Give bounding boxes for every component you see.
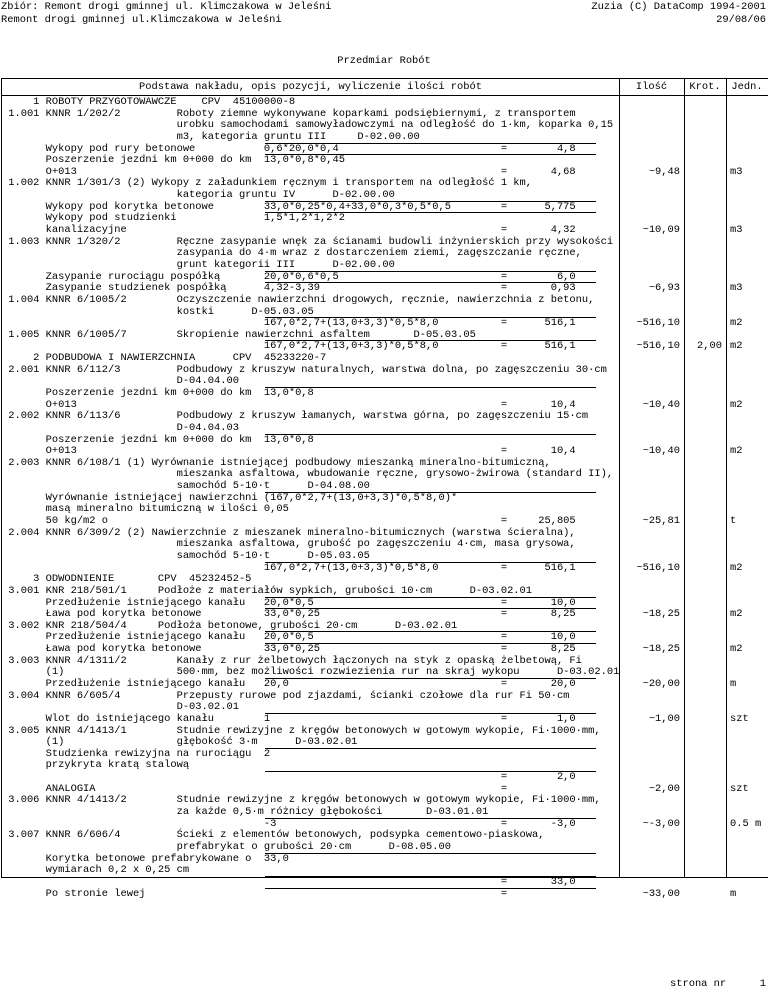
- quantity-value: ~516,10: [636, 561, 680, 574]
- unit-value: m3: [730, 165, 743, 178]
- formula-underline: [265, 888, 596, 889]
- line-description: D-04.04.00: [2, 375, 239, 388]
- line-description: Po stronie lewej =: [2, 887, 508, 900]
- line-description: Zasypanie rurociągu pospółką 20,0*0,6*0,5 = 6,0: [2, 270, 576, 283]
- line-description: 2.001 KNNR 6/112/3 Podbudowy z kruszyw naturalnych, warstwa dolna, po zagęszczeniu 30·cm: [2, 363, 607, 376]
- line-description: zasypania do 4·m wraz z dostarczeniem ziemi, zagęszczanie ręczne,: [2, 247, 582, 260]
- line-description: D-03.02.01: [2, 701, 239, 714]
- line-description: 1 ROBOTY PRZYGOTOWAWCZE CPV 45100000-8: [2, 96, 296, 108]
- formula-underline: [265, 853, 596, 854]
- line-description: 3.005 KNNR 4/1413/1 Studnie rewizyjne z kręgów betonowych w gotowym wykopie, Fi·1000·mm,: [2, 724, 601, 737]
- line-description: Wyrównanie istniejącej nawierzchni (167,0*2,7+(13,0+3,3)*0,5*8,0)*: [2, 491, 458, 504]
- unit-value: t: [730, 515, 737, 528]
- quantity-value: ~20,00: [642, 678, 680, 690]
- line-description: 3.001 KNR 218/501/1 Podłoże z materiałów sypkich, grubości 10·cm D-03.02.01: [2, 584, 533, 597]
- line-description: 3.003 KNNR 4/1311/2 Kanały z rur żelbetowych łączonych na styk z opaską żelbetową, Fi: [2, 654, 582, 667]
- line-description: Studzienka rewizyjna na rurociągu 2: [2, 747, 271, 760]
- unit-value: m: [730, 678, 737, 690]
- formula-underline: [265, 631, 596, 632]
- formula-underline: [265, 748, 596, 749]
- line-description: -3 = -3,0: [2, 817, 576, 830]
- line-description: 1.002 KNNR 1/301/3 (2) Wykopy z załadunkiem ręcznym i transportem na odległość 1 km,: [2, 177, 533, 190]
- formula-underline: [265, 271, 596, 272]
- line-description: samochód 5-10·t D-04.08.00: [2, 480, 370, 493]
- line-description: Przedłużenie istniejącego kanału 20,0 = 20,0: [2, 678, 576, 690]
- formula-underline: [265, 876, 596, 877]
- page-label: strona nr: [670, 978, 727, 990]
- unit-value: szt: [730, 712, 749, 725]
- unit-value: 0.5 m: [730, 817, 762, 830]
- line-description: urobku samochodami samowyładowczymi na odległość do 1·km, koparka 0,15: [2, 119, 614, 132]
- formula-underline: [265, 771, 596, 772]
- formula-underline: [265, 317, 596, 318]
- formula-underline: [265, 282, 596, 283]
- quantity-value: ~10,40: [642, 398, 680, 411]
- line-description: 1.001 KNNR 1/202/2 Roboty ziemne wykonywane koparkami podsiębiernymi, z transportem: [2, 107, 576, 120]
- line-description: 167,0*2,7+(13,0+3,3)*0,5*8,0 = 516,1: [2, 561, 576, 574]
- line-description: 1.003 KNNR 1/320/2 Ręczne zasypanie wnęk za ścianami budowli inżynierskich przy wysokości: [2, 235, 614, 248]
- formula-underline: [265, 143, 596, 144]
- line-description: 2.004 KNNR 6/309/2 (2) Nawierzchnie z mieszanek mineralno-bitumicznych (warstwa ścieralna),: [2, 526, 576, 539]
- column-header-unit: Jedn.: [731, 81, 763, 93]
- formula-underline: [265, 597, 596, 598]
- unit-value: m2: [730, 398, 743, 411]
- line-description: kanalizacyjne = 4,32: [2, 224, 576, 237]
- line-description: 3.002 KNR 218/504/4 Podłoża betonowe, grubości 20·cm D-03.02.01: [2, 619, 458, 632]
- quantity-value: ~9,48: [648, 165, 680, 178]
- unit-value: m2: [730, 445, 743, 458]
- quantity-value: ~516,10: [636, 340, 680, 353]
- line-description: Ława pod korytka betonowe 33,0*0,25 = 8,25: [2, 643, 576, 656]
- column-divider: [684, 79, 685, 877]
- line-description: wymiarach 0,2 x 0,25 cm: [2, 864, 190, 877]
- quantity-value: ~2,00: [648, 782, 680, 795]
- line-description: przykryta kratą stalową: [2, 759, 190, 772]
- line-description: Przedłużenie istniejącego kanału 20,0*0,5 = 10,0: [2, 596, 576, 609]
- line-description: prefabrykat o grubości 20·cm D-08.05.00: [2, 840, 451, 853]
- line-description: Wykopy pod korytka betonowe 33,0*0,25*0,4+33,0*0,3*0,5*0,5 = 5,775: [2, 200, 576, 213]
- column-header-multiplier: Krot.: [689, 81, 721, 93]
- line-description: O+013 = 10,4: [2, 398, 576, 411]
- quantity-value: ~33,00: [642, 887, 680, 900]
- header-collection: Zbiór: Remont drogi gminnej ul. Klimczakowa w Jeleśni: [1, 1, 332, 13]
- formula-underline: [265, 340, 596, 341]
- line-description: 3.004 KNNR 6/605/4 Przepusty rurowe pod zjazdami, ścianki czołowe dla rur Fi 50·cm: [2, 689, 570, 702]
- quantity-value: ~18,25: [642, 643, 680, 656]
- formula-underline: [265, 212, 596, 213]
- formula-underline: [265, 154, 596, 155]
- line-description: Przedłużenie istniejącego kanału 20,0*0,5 = 10,0: [2, 631, 576, 644]
- column-header-quantity: Ilość: [635, 81, 668, 93]
- line-description: = 2,0: [2, 771, 576, 784]
- quantity-value: ~6,93: [648, 282, 680, 295]
- line-description: Poszerzenie jezdni km 0+000 do km 13,0*0,8: [2, 433, 314, 446]
- line-description: Wlot do istniejącego kanału 1 = 1,0: [2, 712, 576, 725]
- line-description: Korytka betonowe prefabrykowane o 33,0: [2, 852, 289, 865]
- quantity-value: ~18,25: [642, 608, 680, 621]
- line-description: Poszerzenie jezdni km 0+000 do km 13,0*0,8*0,45: [2, 154, 345, 167]
- line-description: (1) głębokość 3·m D-03.02.01: [2, 736, 358, 749]
- line-description: 3 ODWODNIENIE CPV 45232452-5: [2, 573, 252, 586]
- page-number: 1: [759, 978, 766, 990]
- column-header-description: Podstawa nakładu, opis pozycji, wyliczenie ilości robót: [139, 81, 482, 93]
- quantity-value: ~10,40: [642, 445, 680, 458]
- unit-value: szt: [730, 782, 749, 795]
- line-description: Wykopy pod studzienki 1,5*1,2*1,2*2: [2, 212, 345, 225]
- header-software: Zuzia (C) DataComp 1994-2001: [591, 1, 766, 13]
- quantity-value: ~10,09: [642, 224, 680, 237]
- line-description: Ława pod korytka betonowe 33,0*0,25 = 8,25: [2, 608, 576, 621]
- formula-underline: [265, 434, 596, 435]
- line-description: 2 PODBUDOWA I NAWIERZCHNIA CPV 45233220-7: [2, 352, 327, 365]
- line-description: samochód 5-10·t D-05.03.05: [2, 549, 370, 562]
- line-description: O+013 = 10,4: [2, 445, 576, 458]
- quantity-value: ~516,10: [636, 317, 680, 330]
- line-description: grunt kategorii III D-02.00.00: [2, 258, 395, 271]
- line-description: 167,0*2,7+(13,0+3,3)*0,5*8,0 = 516,1: [2, 340, 576, 353]
- line-description: kategoria gruntu IV D-02.00.00: [2, 189, 395, 202]
- quantity-value: ~25,81: [642, 515, 680, 528]
- line-description: mieszanka asfaltowa, grubość po zagęszczeniu 4·cm, masa grysowa,: [2, 538, 576, 551]
- line-description: = 33,0: [2, 875, 576, 888]
- line-description: (1) 500·mm, bez możliwości rozwiezienia rur na skraj wykopu D-03.02.01: [2, 666, 620, 679]
- line-description: 2.002 KNNR 6/113/6 Podbudowy z kruszyw łamanych, warstwa górna, po zagęszczeniu 15·cm: [2, 410, 589, 423]
- formula-underline: [265, 201, 596, 202]
- multiplier-value: 2,00: [697, 340, 722, 353]
- formula-underline: [265, 608, 596, 609]
- line-description: Zasypanie studzienek pospółką 4,32-3,39 = 0,93: [2, 282, 576, 295]
- line-description: 2.003 KNNR 6/108/1 (1) Wyrównanie istniejącej podbudowy mieszanką mineralno-bitumiczną,: [2, 456, 551, 469]
- column-divider: [726, 79, 727, 877]
- formula-underline: [265, 678, 596, 679]
- formula-underline: [265, 818, 596, 819]
- unit-value: m: [730, 887, 737, 900]
- line-description: 50 kg/m2 o = 25,805: [2, 515, 576, 528]
- header-date: 29/08/06: [716, 14, 766, 26]
- unit-value: m3: [730, 282, 743, 295]
- line-description: 3.006 KNNR 4/1413/2 Studnie rewizyjne z kręgów betonowych w gotowym wykopie, Fi·1000·mm,: [2, 794, 601, 807]
- estimate-table: [1, 78, 768, 900]
- formula-underline: [265, 387, 596, 388]
- line-description: kostki D-05.03.05: [2, 305, 314, 318]
- formula-underline: [265, 713, 596, 714]
- line-description: za każde 0,5·m różnicy głębokości D-03.01.01: [2, 806, 489, 819]
- unit-value: m2: [730, 643, 743, 656]
- formula-underline: [265, 562, 596, 563]
- line-description: D-04.04.03: [2, 421, 239, 434]
- unit-value: m2: [730, 561, 743, 574]
- quantity-value: ~1,00: [648, 712, 680, 725]
- formula-underline: [265, 643, 596, 644]
- line-description: mieszanka asfaltowa, wbudowanie ręczne, grysowo-żwirowa (standard II),: [2, 468, 614, 481]
- line-description: 167,0*2,7+(13,0+3,3)*0,5*8,0 = 516,1: [2, 317, 576, 330]
- line-description: 3.007 KNNR 6/606/4 Ścieki z elementów betonowych, podsypka cementowo-piaskowa,: [2, 829, 545, 842]
- unit-value: m2: [730, 340, 743, 353]
- header-project: Remont drogi gminnej ul.Klimczakowa w Jeleśni: [1, 14, 282, 26]
- line-description: 1.005 KNNR 6/1005/7 Skropienie nawierzchni asfaltem D-05.03.05: [2, 328, 476, 341]
- unit-value: m3: [730, 224, 743, 237]
- unit-value: m2: [730, 317, 743, 330]
- line-description: masą mineralno bitumiczną w ilości 0,05: [2, 503, 289, 516]
- quantity-value: ~-3,00: [642, 817, 680, 830]
- line-description: m3, kategoria gruntu III D-02.00.00: [2, 130, 420, 143]
- line-description: ANALOGIA =: [2, 782, 508, 795]
- column-divider: [619, 79, 620, 877]
- document-title: Przedmiar Robót: [337, 55, 431, 67]
- line-description: O+013 = 4,68: [2, 165, 576, 178]
- line-description: Wykopy pod rury betonowe 0,6*20,0*0,4 = 4,8: [2, 142, 576, 155]
- line-description: 1.004 KNNR 6/1005/2 Oczyszczenie nawierzchni drogowych, ręcznie, nawierzchnia z betonu,: [2, 293, 595, 306]
- unit-value: m2: [730, 608, 743, 621]
- line-description: Poszerzenie jezdni km 0+000 do km 13,0*0,8: [2, 387, 314, 399]
- formula-underline: [265, 492, 596, 493]
